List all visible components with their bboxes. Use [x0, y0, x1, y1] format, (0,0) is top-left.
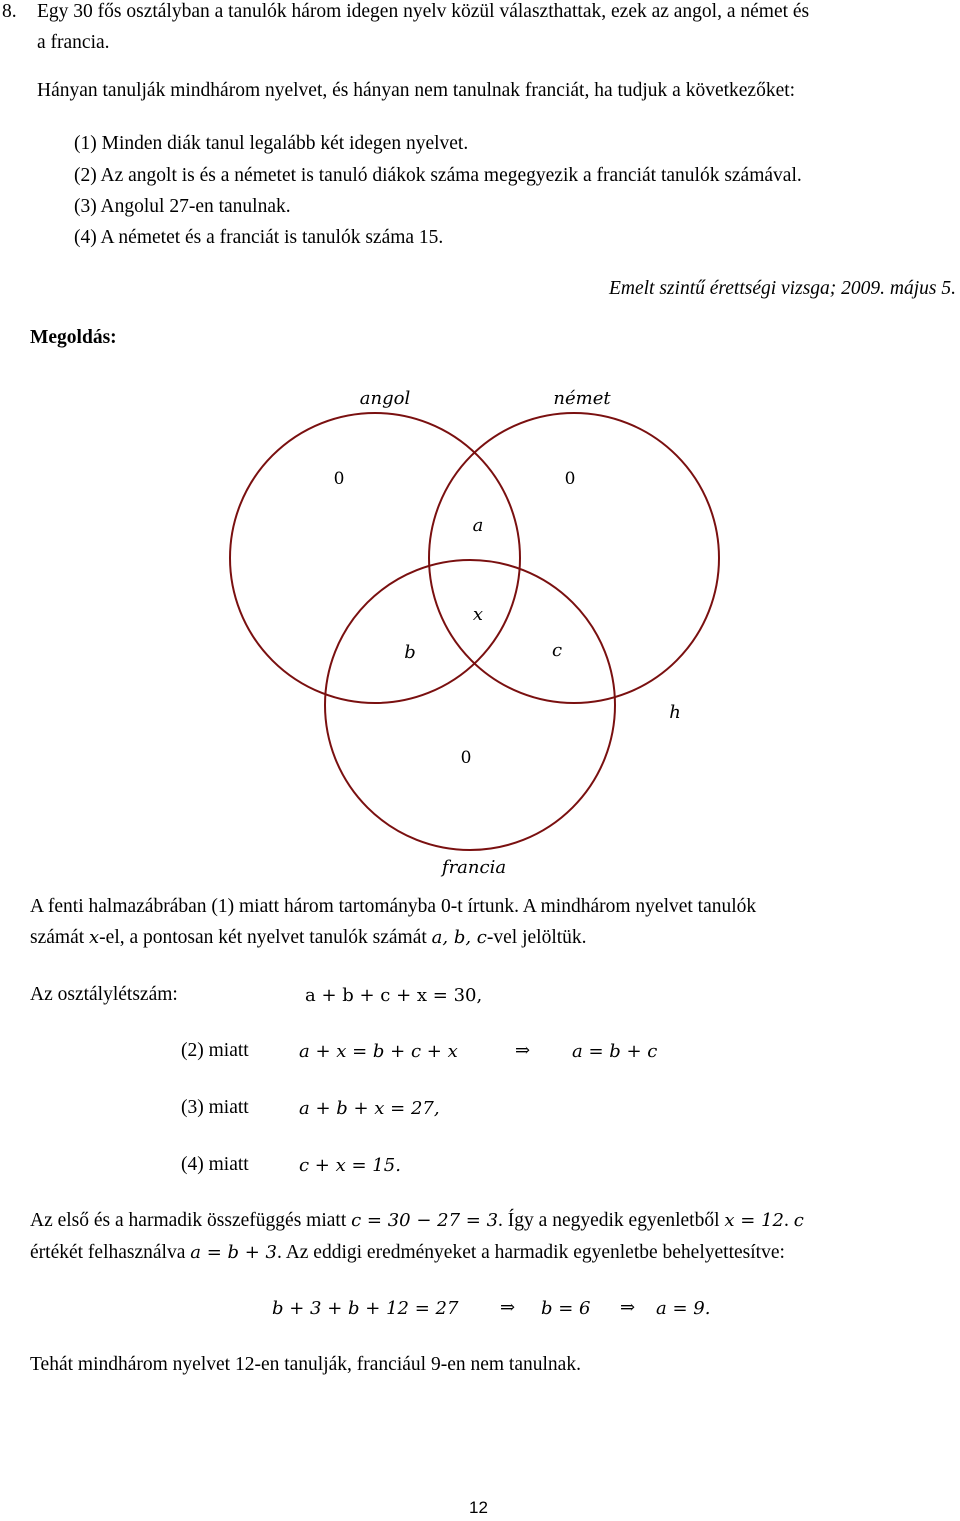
- circle-francia: [325, 560, 615, 850]
- problem-number: 8.: [2, 1, 17, 22]
- final-eq-1: b + 3 + b + 12 = 27: [272, 1298, 459, 1319]
- problem-question: Hányan tanulják mindhárom nyelvet, és hányan nem tanulnak franciát, ha tudjuk a következőket:: [37, 80, 796, 101]
- final-arrow-2: ⇒: [620, 1297, 636, 1318]
- region-all-three: x: [472, 604, 484, 625]
- final-eq-2: b = 6: [541, 1298, 591, 1319]
- circle-nemet: [429, 413, 719, 703]
- source-citation: Emelt szintű érettségi vizsga; 2009. május 5.: [608, 278, 956, 299]
- eq2-label: (2) miatt: [181, 1040, 249, 1061]
- eq2-arrow: ⇒: [515, 1040, 531, 1061]
- circle-angol: [230, 413, 520, 703]
- label-angol: angol: [359, 388, 411, 409]
- problem-text-line2: a francia.: [37, 32, 110, 53]
- para2-line2: értékét felhasználva a = b + 3. Az eddigi eredményeket a harmadik egyenletbe behelyettesítve:: [30, 1242, 785, 1263]
- condition-4: (4) A németet és a franciát is tanulók száma 15.: [74, 227, 444, 248]
- conclusion: Tehát mindhárom nyelvet 12-en tanulják, franciául 9-en nem tanulnak.: [30, 1354, 581, 1375]
- para1-line2: számát x-el, a pontosan két nyelvet tanulók számát a, b, c-vel jelöltük.: [30, 927, 587, 948]
- eq4-label: (4) miatt: [181, 1154, 249, 1175]
- region-only-francia: 0: [460, 748, 472, 768]
- eq3-label: (3) miatt: [181, 1097, 249, 1118]
- page-number: 12: [469, 1498, 488, 1517]
- para1-line1: A fenti halmazábrában (1) miatt három tartományba 0-t írtunk. A mindhárom nyelvet tanulók: [30, 896, 757, 917]
- condition-3: (3) Angolul 27-en tanulnak.: [74, 196, 291, 217]
- class-size-equation: a + b + c + x = 30,: [305, 985, 483, 1006]
- label-francia: francia: [441, 857, 507, 878]
- eq2-lhs: a + x = b + c + x: [299, 1041, 458, 1062]
- eq2-rhs: a = b + c: [572, 1041, 658, 1062]
- venn-diagram: [0, 370, 960, 890]
- region-only-nemet: 0: [564, 469, 576, 489]
- eq4: c + x = 15.: [299, 1155, 401, 1176]
- region-nemet-francia: c: [551, 640, 563, 661]
- problem-text-line1: Egy 30 fős osztályban a tanulók három idegen nyelv közül választhattak, ezek az angol, a német és: [37, 1, 810, 22]
- region-only-angol: 0: [333, 469, 345, 489]
- label-nemet: német: [553, 388, 611, 409]
- para2-line1: Az első és a harmadik összefüggés miatt c = 30 − 27 = 3. Így a negyedik egyenletből x = 12. c: [30, 1210, 804, 1231]
- region-angol-francia: b: [404, 642, 416, 663]
- condition-1: (1) Minden diák tanul legalább két idegen nyelvet.: [74, 133, 469, 154]
- final-eq-3: a = 9.: [656, 1298, 711, 1319]
- region-universe: h: [669, 702, 681, 723]
- condition-2: (2) Az angolt is és a németet is tanuló diákok száma megegyezik a franciát tanulók számával.: [74, 165, 802, 186]
- solution-heading: Megoldás:: [30, 327, 117, 348]
- eq3: a + b + x = 27,: [299, 1098, 440, 1119]
- final-arrow-1: ⇒: [500, 1297, 516, 1318]
- class-size-label: Az osztálylétszám:: [30, 984, 178, 1005]
- region-angol-nemet: a: [472, 515, 484, 536]
